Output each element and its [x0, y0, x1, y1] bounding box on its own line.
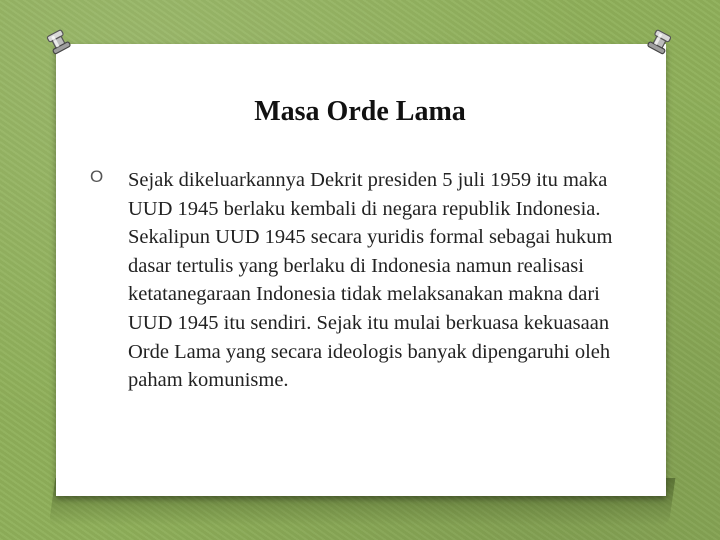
bullet-item: [90, 166, 620, 395]
slide-title: Masa Orde Lama: [254, 96, 466, 127]
bullet-text: Sejak dikeluarkannya Dekrit presiden 5 juli 1959 itu maka UUD 1945 berlaku kembali di negara republik Indonesia. Sekalipun UUD 1945 secara yuridis formal sebagai hukum dasar tertulis yang berlaku di Indonesia namun realisasi ketatanegaraan Indonesia tidak melaksanakan makna dari UUD 1945 itu sendiri. Sejak itu mulai berkuasa kekuasaan Orde Lama yang secara ideologis banyak dipengaruhi oleh paham komunisme.: [128, 169, 613, 392]
bullet-marker: O: [90, 167, 104, 186]
